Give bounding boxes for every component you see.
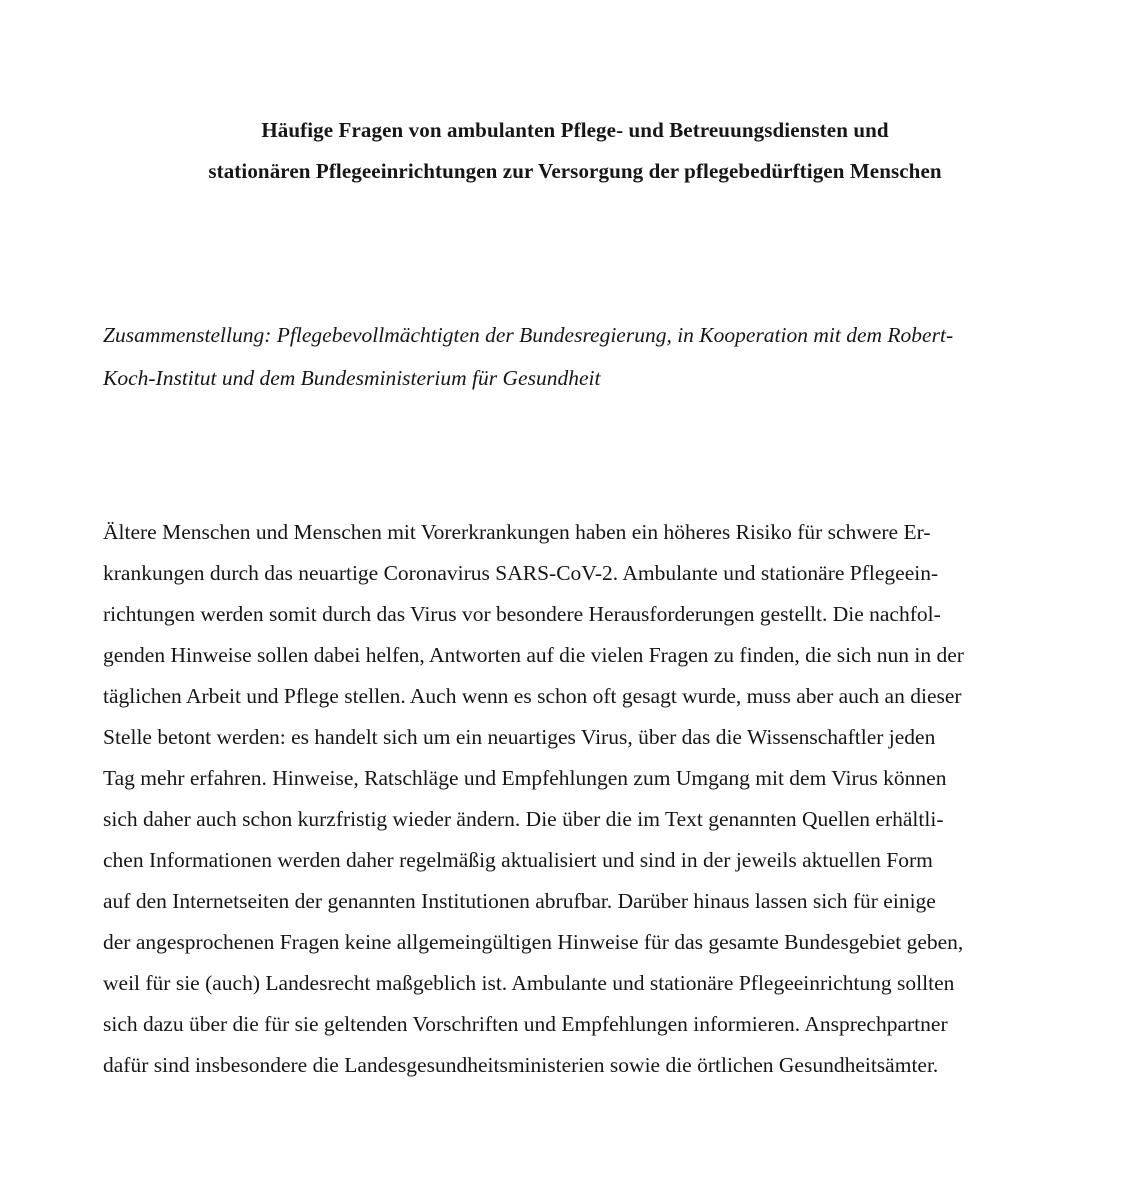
body-paragraph xyxy=(103,512,1047,1086)
body-line: auf den Internetseiten der genannten Institutionen abrufbar. Darüber hinaus lassen sich für einige xyxy=(103,889,936,913)
title-line-1: Häufige Fragen von ambulanten Pflege- und Betreuungsdiensten und xyxy=(261,118,889,142)
body-line: krankungen durch das neuartige Coronavirus SARS-CoV-2. Ambulante und stationäre Pflegeein- xyxy=(103,561,939,585)
document-title xyxy=(103,110,1047,192)
subtitle-line-2: Koch-Institut und dem Bundesministerium für Gesundheit xyxy=(103,366,601,390)
body-line: sich dazu über die für sie geltenden Vorschriften und Empfehlungen informieren. Ansprechpartner xyxy=(103,1012,948,1036)
document-subtitle xyxy=(103,314,1047,400)
body-line: richtungen werden somit durch das Virus vor besondere Herausforderungen gestellt. Die nachfol- xyxy=(103,602,941,626)
body-line: dafür sind insbesondere die Landesgesundheitsministerien sowie die örtlichen Gesundheitsämter. xyxy=(103,1053,939,1077)
body-line: sich daher auch schon kurzfristig wieder ändern. Die über die im Text genannten Quellen erhältli- xyxy=(103,807,944,831)
subtitle-line-1: Zusammenstellung: Pflegebevollmächtigten der Bundesregierung, in Kooperation mit dem Robert- xyxy=(103,323,954,347)
body-line: täglichen Arbeit und Pflege stellen. Auch wenn es schon oft gesagt wurde, muss aber auch an dieser xyxy=(103,684,962,708)
body-line: genden Hinweise sollen dabei helfen, Antworten auf die vielen Fragen zu finden, die sich nun in der xyxy=(103,643,964,667)
title-line-2: stationären Pflegeeinrichtungen zur Versorgung der pflegebedürftigen Menschen xyxy=(208,159,942,183)
body-line: Stelle betont werden: es handelt sich um ein neuartiges Virus, über das die Wissenschaftler jeden xyxy=(103,725,936,749)
body-line: Tag mehr erfahren. Hinweise, Ratschläge und Empfehlungen zum Umgang mit dem Virus können xyxy=(103,766,947,790)
body-line: Ältere Menschen und Menschen mit Vorerkrankungen haben ein höheres Risiko für schwere Er- xyxy=(103,520,931,544)
body-line: weil für sie (auch) Landesrecht maßgeblich ist. Ambulante und stationäre Pflegeeinrichtung sollten xyxy=(103,971,955,995)
body-line: chen Informationen werden daher regelmäßig aktualisiert und sind in der jeweils aktuellen Form xyxy=(103,848,933,872)
document-content xyxy=(103,0,1047,1086)
body-line: der angesprochenen Fragen keine allgemeingültigen Hinweise für das gesamte Bundesgebiet geben, xyxy=(103,930,964,954)
